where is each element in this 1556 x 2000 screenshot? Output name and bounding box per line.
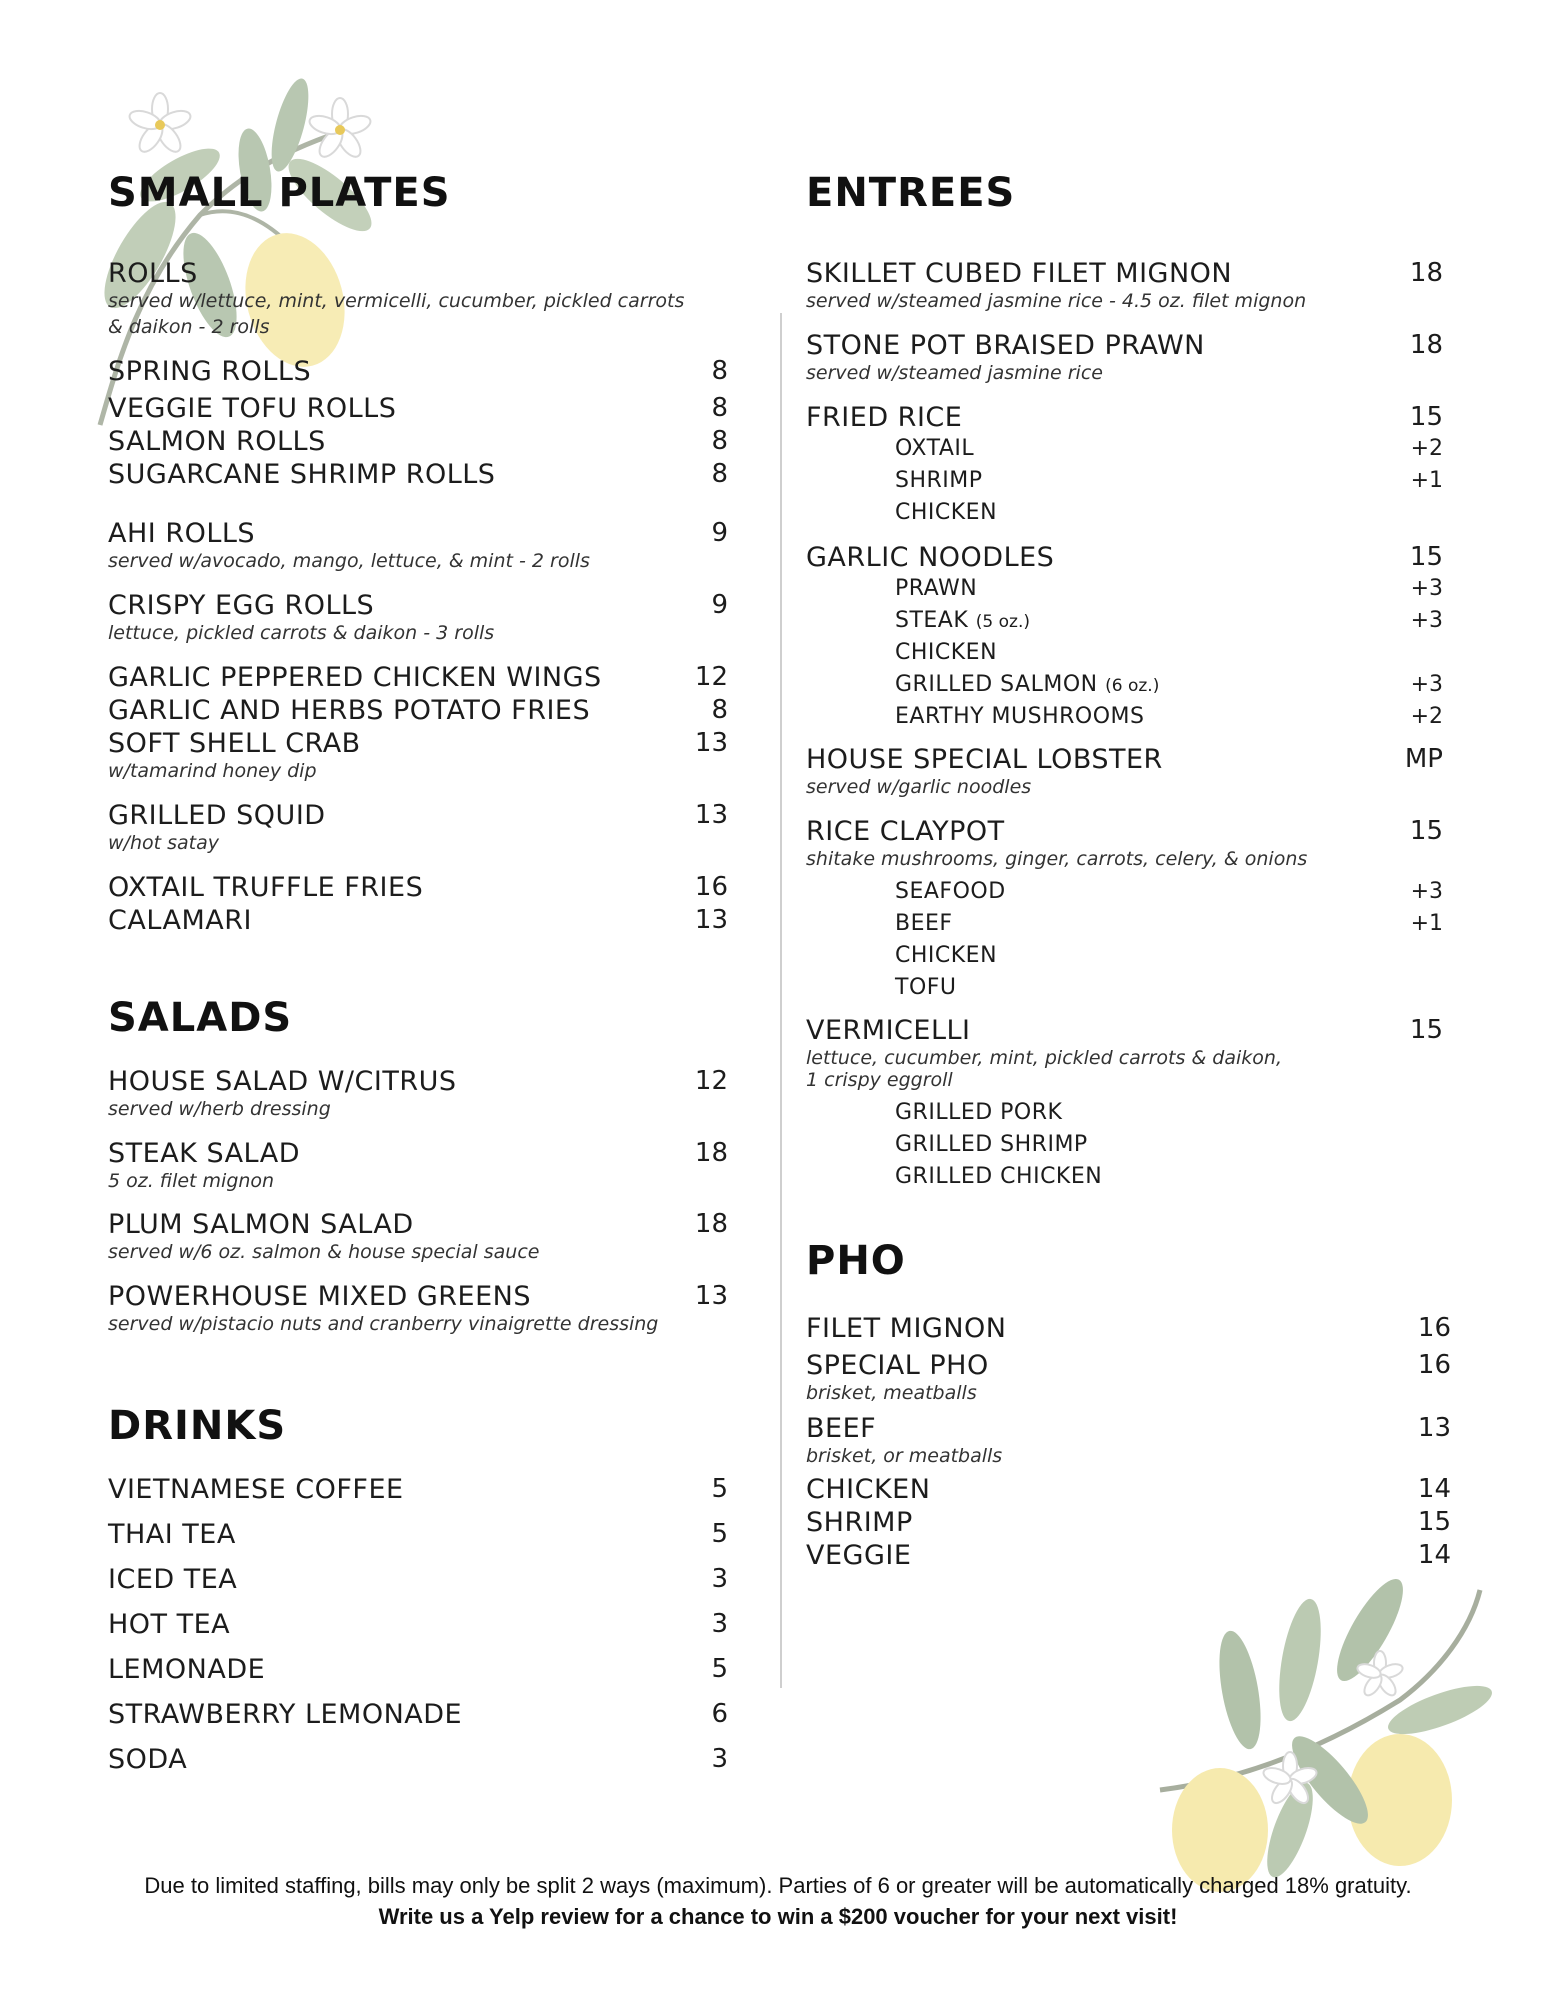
menu-item-price: 8 (711, 393, 728, 423)
menu-item-price: 18 (694, 1209, 728, 1239)
menu-option-price: +2 (1410, 704, 1443, 729)
menu-item-name: VEGGIE (806, 1540, 912, 1571)
column-divider (780, 313, 782, 1688)
menu-item-price: 13 (694, 800, 728, 830)
menu-item-name: RICE CLAYPOT (806, 816, 1005, 847)
menu-item-name: GARLIC PEPPERED CHICKEN WINGS (108, 662, 602, 693)
menu-option-price: +3 (1410, 608, 1443, 633)
menu-item-description: served w/pistacio nuts and cranberry vinaigrette dressing (108, 1313, 659, 1335)
menu-item-description: brisket, meatballs (806, 1382, 977, 1404)
menu-option-price: +1 (1410, 911, 1443, 936)
menu-item-price: 3 (711, 1609, 728, 1639)
menu-option-name: SHRIMP (895, 468, 983, 493)
menu-item-price: 13 (694, 728, 728, 758)
menu-item-description: brisket, or meatballs (806, 1445, 1003, 1467)
menu-item-price: 14 (1417, 1540, 1451, 1570)
menu-item-price: 15 (1417, 1507, 1451, 1537)
menu-item-name: CALAMARI (108, 905, 252, 936)
footer-yelp-promo: Write us a Yelp review for a chance to win a $200 voucher for your next visit! (378, 1904, 1178, 1929)
menu-item-price: 5 (711, 1654, 728, 1684)
menu-item-name: SHRIMP (806, 1507, 913, 1538)
menu-item-description: served w/lettuce, mint, vermicelli, cucumber, pickled carrots (108, 290, 685, 312)
section-title-entrees: ENTREES (806, 170, 1016, 216)
menu-item-price: 8 (711, 356, 728, 386)
menu-option-price: +3 (1410, 879, 1443, 904)
menu-item-name: CHICKEN (806, 1474, 931, 1505)
menu-item-price: 8 (711, 426, 728, 456)
menu-item-description: served w/avocado, mango, lettuce, & mint - 2 rolls (108, 550, 590, 572)
menu-item-name: HOUSE SALAD W/CITRUS (108, 1066, 457, 1097)
menu-item-price: 16 (1417, 1350, 1451, 1380)
menu-item-name: GRILLED SQUID (108, 800, 326, 831)
menu-option-name: CHICKEN (895, 943, 998, 968)
menu-item-description: 1 crispy eggroll (806, 1069, 953, 1091)
menu-option-price: +2 (1410, 436, 1443, 461)
menu-item-name: HOUSE SPECIAL LOBSTER (806, 744, 1163, 775)
menu-item-price: 15 (1409, 402, 1443, 432)
menu-option-name: GRILLED CHICKEN (895, 1164, 1103, 1189)
menu-item-description: served w/garlic noodles (806, 776, 1032, 798)
menu-item-name: VIETNAMESE COFFEE (108, 1474, 404, 1505)
menu-item-description: & daikon - 2 rolls (108, 316, 270, 338)
menu-option-price: +3 (1410, 576, 1443, 601)
menu-item-name: PLUM SALMON SALAD (108, 1209, 414, 1240)
menu-item-name: SKILLET CUBED FILET MIGNON (806, 258, 1233, 289)
menu-option-note: (5 oz.) (975, 612, 1030, 632)
menu-item-name: VEGGIE TOFU ROLLS (108, 393, 397, 424)
menu-item-price: 16 (1417, 1313, 1451, 1343)
menu-item-name: SOFT SHELL CRAB (108, 728, 361, 759)
menu-item-price: MP (1404, 744, 1443, 774)
menu-item-name: SUGARCANE SHRIMP ROLLS (108, 459, 496, 490)
menu-item-name: VERMICELLI (806, 1015, 971, 1046)
menu-item-price: 15 (1409, 816, 1443, 846)
menu-item-description: w/tamarind honey dip (108, 760, 317, 782)
menu-option-name: GRILLED PORK (895, 1100, 1063, 1125)
menu-item-price: 15 (1409, 542, 1443, 572)
menu-option-name: OXTAIL (895, 436, 975, 461)
menu-item-description: served w/steamed jasmine rice - 4.5 oz. filet mignon (806, 290, 1307, 312)
menu-item-name: LEMONADE (108, 1654, 266, 1685)
menu-item-price: 3 (711, 1564, 728, 1594)
menu-item-description: shitake mushrooms, ginger, carrots, celery, & onions (806, 848, 1308, 870)
menu-item-name: GARLIC NOODLES (806, 542, 1055, 573)
menu-item-price: 12 (694, 1066, 728, 1096)
menu-item-description: lettuce, pickled carrots & daikon - 3 rolls (108, 622, 495, 644)
menu-item-description: 5 oz. filet mignon (108, 1170, 275, 1192)
menu-item-price: 12 (694, 662, 728, 692)
menu-option-name: GRILLED SALMON (6 oz.) (895, 672, 1160, 697)
menu-item-price: 9 (711, 518, 728, 548)
menu-item-description: w/hot satay (108, 832, 219, 854)
menu-option-name: GRILLED SHRIMP (895, 1132, 1088, 1157)
menu-item-name: SPECIAL PHO (806, 1350, 989, 1381)
menu-item-name: THAI TEA (108, 1519, 236, 1550)
menu-item-name: SALMON ROLLS (108, 426, 326, 457)
section-title-drinks: DRINKS (108, 1403, 287, 1449)
menu-item-name: FRIED RICE (806, 402, 963, 433)
footer-policy-note: Due to limited staffing, bills may only be split 2 ways (maximum). Parties of 6 or greater will be automatically charged 18% gratuity. (144, 1873, 1412, 1898)
menu-item-description: served w/herb dressing (108, 1098, 331, 1120)
menu-item-price: 18 (1409, 258, 1443, 288)
menu-item-name: POWERHOUSE MIXED GREENS (108, 1281, 531, 1312)
menu-item-name: ICED TEA (108, 1564, 238, 1595)
menu-option-price: +3 (1410, 672, 1443, 697)
section-title-salads: SALADS (108, 995, 293, 1041)
menu-item-price: 13 (694, 905, 728, 935)
menu-option-name: EARTHY MUSHROOMS (895, 704, 1145, 729)
menu-item-name: AHI ROLLS (108, 518, 256, 549)
menu-item-name: OXTAIL TRUFFLE FRIES (108, 872, 424, 903)
menu-item-price: 3 (711, 1744, 728, 1774)
menu-option-name: CHICKEN (895, 500, 998, 525)
menu-item-name: GARLIC AND HERBS POTATO FRIES (108, 695, 591, 726)
section-title-small-plates: SMALL PLATES (108, 170, 451, 216)
menu-item-description: lettuce, cucumber, mint, pickled carrots & daikon, (806, 1047, 1282, 1069)
menu-item-name: STRAWBERRY LEMONADE (108, 1699, 463, 1730)
menu-option-name: STEAK (5 oz.) (895, 608, 1030, 633)
menu-option-name: SEAFOOD (895, 879, 1006, 904)
menu-item-price: 16 (694, 872, 728, 902)
menu-item-price: 9 (711, 590, 728, 620)
menu-item-price: 8 (711, 459, 728, 489)
menu-item-price: 8 (711, 695, 728, 725)
menu-item-price: 15 (1409, 1015, 1443, 1045)
menu-item-price: 18 (1409, 330, 1443, 360)
menu-item-name: BEEF (806, 1413, 877, 1444)
menu-item-name: STONE POT BRAISED PRAWN (806, 330, 1205, 361)
menu-item-name: ROLLS (108, 258, 198, 289)
menu-item-name: CRISPY EGG ROLLS (108, 590, 375, 621)
menu-item-name: HOT TEA (108, 1609, 231, 1640)
menu-option-name: PRAWN (895, 576, 978, 601)
menu-option-price: +1 (1410, 468, 1443, 493)
menu-item-description: served w/6 oz. salmon & house special sauce (108, 1241, 540, 1263)
menu-item-price: 13 (694, 1281, 728, 1311)
menu-item-name: STEAK SALAD (108, 1138, 300, 1169)
menu-option-name: TOFU (895, 975, 957, 1000)
menu-option-note: (6 oz.) (1105, 676, 1160, 696)
menu-item-price: 6 (711, 1699, 728, 1729)
menu-item-price: 18 (694, 1138, 728, 1168)
menu-item-description: served w/steamed jasmine rice (806, 362, 1103, 384)
menu-item-price: 14 (1417, 1474, 1451, 1504)
menu-item-name: FILET MIGNON (806, 1313, 1007, 1344)
menu-item-price: 13 (1417, 1413, 1451, 1443)
menu-item-name: SPRING ROLLS (108, 356, 312, 387)
menu-item-price: 5 (711, 1474, 728, 1504)
menu-item-name: SODA (108, 1744, 188, 1775)
menu-option-name: CHICKEN (895, 640, 998, 665)
menu-item-price: 5 (711, 1519, 728, 1549)
section-title-pho: PHO (806, 1238, 906, 1284)
menu-option-name: BEEF (895, 911, 953, 936)
